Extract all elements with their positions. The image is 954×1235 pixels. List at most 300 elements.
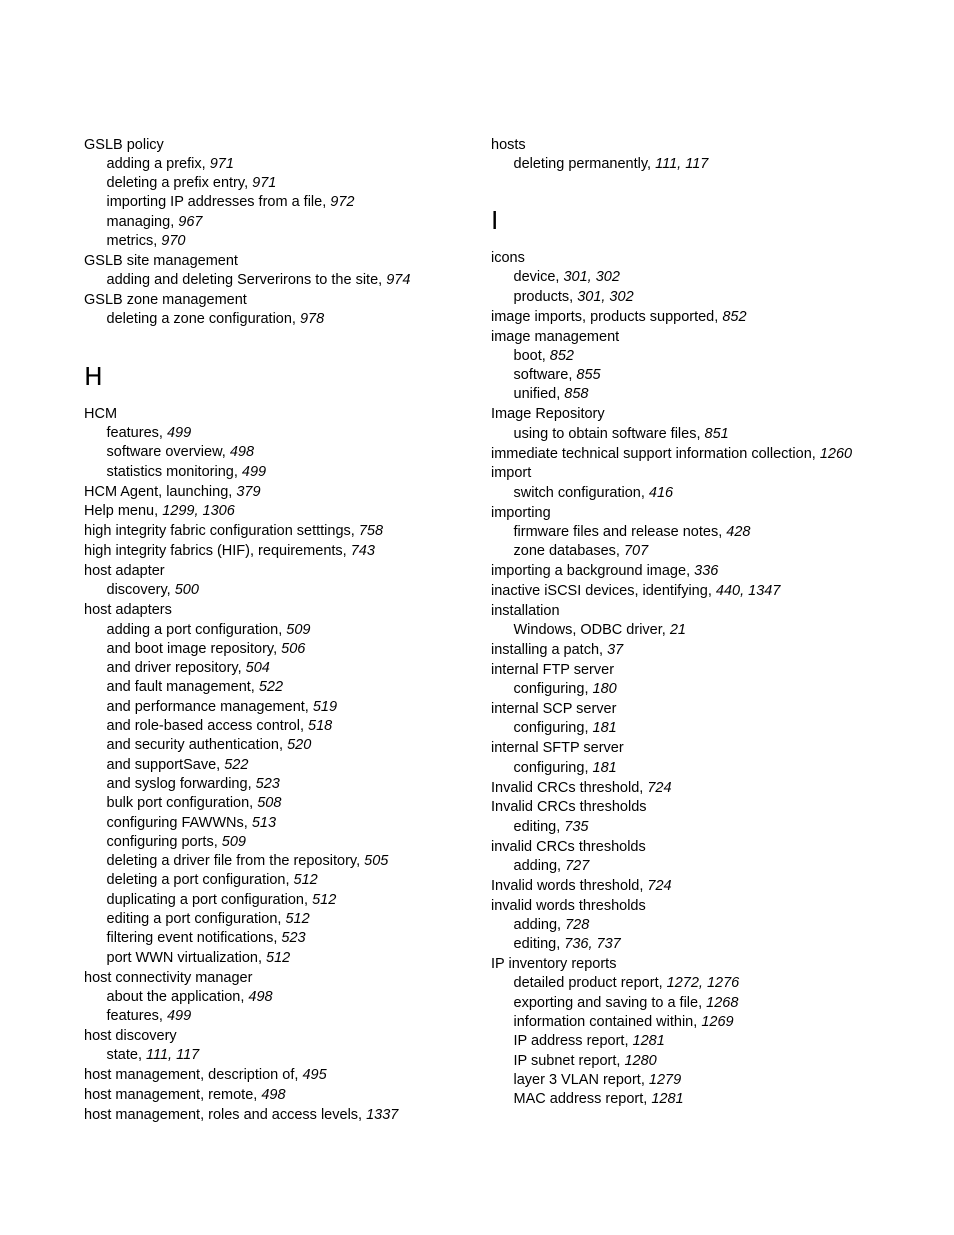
page-reference: 522 <box>258 679 284 696</box>
page-reference: 499 <box>166 1008 192 1025</box>
page-reference: 512 <box>312 891 337 908</box>
index-entry <box>491 838 911 857</box>
index-subentry <box>491 1032 911 1051</box>
index-subentry <box>84 852 474 871</box>
entry-separator: , <box>686 563 695 580</box>
entry-text: internal SFTP server <box>491 740 624 757</box>
entry-text: deleting a port configuration <box>106 872 286 889</box>
entry-separator: , <box>273 640 282 657</box>
entry-text: deleting a prefix entry <box>106 175 245 192</box>
page-reference: 724 <box>647 877 672 894</box>
index-entry <box>491 779 911 798</box>
page-reference: 428 <box>726 523 751 540</box>
entry-text: products <box>513 288 570 305</box>
entry-text: adding <box>513 916 558 933</box>
entry-text: software overview <box>106 444 222 461</box>
index-subentry <box>491 935 911 954</box>
entry-text: and driver repository <box>106 660 238 677</box>
entry-separator: , <box>639 877 648 894</box>
index-entry <box>84 483 474 502</box>
entry-separator: , <box>153 233 162 250</box>
index-entry <box>84 502 474 521</box>
page-reference: 1268 <box>706 994 739 1011</box>
entry-separator: , <box>643 1091 652 1108</box>
index-subentry <box>491 1071 911 1090</box>
page-reference: 967 <box>178 213 203 230</box>
page-reference: 736, 737 <box>564 936 621 953</box>
index-subentry <box>491 155 911 174</box>
entry-text: Help menu <box>84 503 155 520</box>
index-subentry <box>84 310 474 329</box>
page-reference: 513 <box>251 814 277 831</box>
index-subentry <box>491 916 911 935</box>
section-letter-heading: H <box>84 361 103 391</box>
index-entry <box>491 798 911 817</box>
entry-text: zone databases <box>513 543 616 560</box>
entry-text: IP inventory reports <box>491 956 617 973</box>
entry-separator: , <box>624 1033 633 1050</box>
entry-separator: , <box>358 1106 367 1123</box>
entry-separator: , <box>718 523 727 540</box>
entry-separator: , <box>299 718 309 735</box>
index-subentry <box>84 736 474 755</box>
page-reference: 728 <box>565 916 590 933</box>
entry-text: GSLB site management <box>84 252 238 269</box>
page-reference: 506 <box>281 640 306 657</box>
page-reference: 520 <box>287 737 312 754</box>
page-reference: 1260 <box>819 445 853 462</box>
page-reference: 858 <box>564 386 589 403</box>
entry-separator: , <box>707 582 716 599</box>
entry-separator: , <box>599 642 608 659</box>
index-entry <box>491 464 911 483</box>
entry-separator: , <box>285 872 294 889</box>
page-reference: 505 <box>364 853 389 870</box>
entry-text: switch configuration <box>513 484 641 501</box>
index-subentry <box>84 698 474 717</box>
entry-separator: , <box>658 975 667 992</box>
entry-separator: , <box>584 681 593 698</box>
index-subentry <box>491 268 911 287</box>
page-reference: 512 <box>266 949 291 966</box>
page-reference: 1337 <box>366 1106 399 1123</box>
index-subentry <box>84 193 474 212</box>
entry-text: image imports, products supported <box>491 308 715 325</box>
index-subentry <box>84 814 474 833</box>
entry-separator: , <box>342 543 351 560</box>
entry-separator: , <box>244 175 253 192</box>
page-reference: 727 <box>565 857 590 874</box>
page-reference: 518 <box>308 718 333 735</box>
index-subentry <box>491 523 911 542</box>
entry-text: GSLB zone management <box>84 292 247 309</box>
page-reference: 978 <box>299 311 325 328</box>
entry-text: host adapters <box>84 602 172 619</box>
index-subentry <box>84 463 474 482</box>
entry-separator: , <box>213 833 222 850</box>
entry-separator: , <box>647 155 656 172</box>
page-reference: 1299, 1306 <box>162 503 235 520</box>
page-reference: 1280 <box>624 1052 657 1069</box>
entry-text: configuring <box>513 681 585 698</box>
entry-text: adding a port configuration <box>106 621 279 638</box>
entry-separator: , <box>639 779 648 796</box>
entry-text: inactive iSCSI devices, identifying <box>491 582 708 599</box>
entry-separator: , <box>541 347 550 364</box>
entry-text: and supportSave <box>106 756 217 773</box>
index-subentry <box>84 717 474 736</box>
index-entry <box>491 955 911 974</box>
index-subentry <box>84 424 474 443</box>
entry-text: managing <box>106 213 171 230</box>
index-subentry <box>84 155 474 174</box>
index-subentry <box>84 1046 474 1065</box>
index-subentry <box>84 910 474 929</box>
index-entry <box>84 562 474 581</box>
entry-text: configuring <box>513 759 585 776</box>
entry-separator: , <box>568 367 577 384</box>
entry-text: statistics monitoring <box>106 463 234 480</box>
entry-separator: , <box>698 994 707 1011</box>
index-subentry <box>84 678 474 697</box>
entry-separator: , <box>201 155 210 172</box>
entry-text: and boot image repository <box>106 640 274 657</box>
entry-text: adding and deleting Serverirons to the site <box>106 272 379 289</box>
page-reference: 512 <box>285 911 310 928</box>
entry-text: editing a port configuration <box>106 911 278 928</box>
entry-text: discovery <box>106 582 167 599</box>
entry-text: HCM <box>84 405 118 422</box>
entry-separator: , <box>557 916 566 933</box>
entry-separator: , <box>249 795 258 812</box>
page-reference: 509 <box>221 833 246 850</box>
page-reference: 855 <box>576 367 601 384</box>
index-entry <box>84 252 474 271</box>
entry-text: internal FTP server <box>491 661 615 678</box>
entry-separator: , <box>233 463 242 480</box>
index-subentry <box>491 288 911 307</box>
entry-text: about the application <box>106 988 241 1005</box>
page-reference: 1269 <box>701 1014 734 1031</box>
entry-text: host management, description of <box>84 1067 295 1084</box>
index-entry <box>491 562 911 581</box>
entry-separator: , <box>696 425 705 442</box>
entry-text: and role-based access control <box>106 718 300 735</box>
entry-separator: , <box>291 311 300 328</box>
page-reference: 519 <box>312 698 338 715</box>
page-reference: 180 <box>592 681 617 698</box>
entry-text: adding a prefix <box>106 155 202 172</box>
page-reference: 522 <box>224 756 249 773</box>
index-subentry <box>491 385 911 404</box>
entry-text: host management, remote <box>84 1087 254 1104</box>
entry-text: importing IP addresses from a file <box>106 194 323 211</box>
page-reference: 512 <box>293 872 318 889</box>
page-reference: 707 <box>623 543 649 560</box>
index-subentry <box>84 794 474 813</box>
entry-text: state <box>106 1047 138 1064</box>
index-subentry <box>491 719 911 738</box>
index-subentry <box>84 775 474 794</box>
entry-separator: , <box>243 814 252 831</box>
entry-text: detailed product report <box>513 975 659 992</box>
index-entry <box>491 405 911 424</box>
entry-separator: , <box>615 543 624 560</box>
entry-separator: , <box>228 483 237 500</box>
page-reference: 735 <box>564 818 589 835</box>
entry-separator: , <box>158 1008 167 1025</box>
entry-separator: , <box>247 775 256 792</box>
entry-text: configuring <box>513 720 585 737</box>
index-entry <box>491 582 911 601</box>
page-reference: 37 <box>607 642 624 659</box>
index-subentry <box>84 988 474 1007</box>
entry-separator: , <box>811 445 820 462</box>
entry-separator: , <box>640 484 649 501</box>
entry-separator: , <box>294 1067 303 1084</box>
entry-text: exporting and saving to a file <box>513 994 699 1011</box>
index-entry <box>491 445 911 464</box>
page-reference: 498 <box>229 444 255 461</box>
section-letter-heading: I <box>491 206 499 236</box>
entry-text: installation <box>491 602 560 619</box>
index-entry <box>84 969 474 988</box>
entry-text: Image Repository <box>491 406 605 423</box>
page-reference: 181 <box>592 759 617 776</box>
index-subentry <box>84 659 474 678</box>
entry-text: Invalid CRCs threshold <box>491 779 640 796</box>
entry-text: editing <box>513 818 557 835</box>
entry-text: port WWN virtualization <box>106 949 258 966</box>
index-subentry <box>84 581 474 600</box>
page-reference: 181 <box>592 720 617 737</box>
page-reference: 416 <box>648 484 674 501</box>
entry-text: invalid words thresholds <box>491 897 646 914</box>
entry-text: MAC address report <box>513 1091 644 1108</box>
index-subentry <box>84 891 474 910</box>
index-entry <box>84 1086 474 1105</box>
page-reference: 301, 302 <box>563 269 620 286</box>
index-entry <box>491 328 911 347</box>
index-entry <box>491 641 911 660</box>
page-reference: 970 <box>161 233 186 250</box>
entry-separator: , <box>221 444 230 461</box>
index-entry <box>84 601 474 620</box>
page-reference: 111, 117 <box>655 155 709 172</box>
index-entry <box>491 700 911 719</box>
index-entry <box>491 308 911 327</box>
entry-text: deleting a driver file from the repository <box>106 853 357 870</box>
page-reference: 852 <box>549 347 574 364</box>
index-subentry <box>491 1090 911 1109</box>
entry-text: Windows, ODBC driver <box>513 622 662 639</box>
entry-text: host discovery <box>84 1028 177 1044</box>
page-reference: 498 <box>261 1087 286 1104</box>
entry-text: configuring ports <box>106 833 214 850</box>
index-subentry <box>491 621 911 640</box>
page-reference: 504 <box>245 660 270 677</box>
index-subentry <box>84 443 474 462</box>
entry-text: installing a patch <box>491 642 600 659</box>
entry-text: host adapter <box>84 563 165 580</box>
entry-text: icons <box>491 250 525 267</box>
entry-text: invalid CRCs thresholds <box>491 838 646 855</box>
index-subentry <box>84 271 474 290</box>
entry-separator: , <box>304 891 313 908</box>
entry-text: GSLB policy <box>84 136 164 153</box>
page-reference: 974 <box>386 272 411 289</box>
index-subentry <box>491 542 911 561</box>
entry-text: deleting permanently <box>513 155 648 172</box>
entry-text: duplicating a port configuration <box>106 891 304 908</box>
index-subentry <box>491 347 911 366</box>
entry-separator: , <box>166 582 175 599</box>
entry-text: and fault management <box>106 679 251 696</box>
entry-text: firmware files and release notes <box>513 523 719 540</box>
page-reference: 851 <box>704 425 729 442</box>
page-reference: 111, 117 <box>146 1047 200 1064</box>
entry-text: host connectivity manager <box>84 969 253 986</box>
index-entry <box>491 504 911 523</box>
index-entry <box>84 405 474 424</box>
page-reference: 1281 <box>632 1033 665 1050</box>
page-reference: 336 <box>694 563 719 580</box>
entry-text: adding <box>513 857 558 874</box>
entry-separator: , <box>250 679 259 696</box>
entry-separator: , <box>714 308 723 325</box>
page-reference: 379 <box>236 483 261 500</box>
index-entry <box>84 522 474 541</box>
entry-separator: , <box>661 622 670 639</box>
index-subentry <box>84 756 474 775</box>
index-entry <box>491 739 911 758</box>
entry-separator: , <box>253 1087 262 1104</box>
page-reference: 499 <box>166 425 192 442</box>
index-subentry <box>491 425 911 444</box>
entry-text: Invalid words threshold <box>491 877 640 894</box>
index-entry <box>491 877 911 896</box>
entry-text: layer 3 VLAN report <box>513 1071 641 1088</box>
entry-text: device <box>513 269 556 286</box>
entry-separator: , <box>273 930 282 947</box>
index-subentry <box>491 366 911 385</box>
index-subentry <box>491 680 911 699</box>
page-reference: 1279 <box>648 1071 682 1088</box>
index-entry <box>84 1027 474 1046</box>
page-reference: 21 <box>669 622 686 639</box>
index-subentry <box>491 994 911 1013</box>
entry-text: host management, roles and access levels <box>84 1106 359 1123</box>
index-subentry <box>84 833 474 852</box>
entry-separator: , <box>557 857 566 874</box>
entry-text: editing <box>513 936 557 953</box>
index-subentry <box>84 621 474 640</box>
index-subentry <box>491 857 911 876</box>
entry-separator: , <box>556 386 565 403</box>
entry-text: information contained within <box>513 1014 694 1031</box>
entry-separator: , <box>356 853 365 870</box>
index-subentry <box>491 818 911 837</box>
index-entry <box>84 291 474 310</box>
entry-text: software <box>513 367 569 384</box>
page-reference: 499 <box>241 463 267 480</box>
entry-separator: , <box>257 949 267 966</box>
entry-text: filtering event notifications <box>106 930 274 947</box>
entry-text: and syslog forwarding <box>106 775 248 792</box>
entry-text: unified <box>513 386 557 403</box>
index-subentry <box>84 871 474 890</box>
page-reference: 1281 <box>651 1091 684 1108</box>
entry-text: deleting a zone configuration <box>106 311 292 328</box>
entry-separator: , <box>278 621 287 638</box>
page-reference: 1272, 1276 <box>666 975 740 992</box>
entry-separator: , <box>584 759 593 776</box>
index-subentry <box>84 640 474 659</box>
entry-separator: , <box>378 272 387 289</box>
index-entry <box>491 661 911 680</box>
entry-text: and performance management <box>106 698 305 715</box>
page-reference: 972 <box>330 194 355 211</box>
page-reference: 724 <box>647 779 672 796</box>
entry-separator: , <box>137 1047 146 1064</box>
entry-text: HCM Agent, launching <box>84 483 229 500</box>
entry-separator: , <box>277 911 286 928</box>
entry-separator: , <box>279 737 288 754</box>
page-reference: 971 <box>252 175 277 192</box>
index-column-right <box>491 135 911 1110</box>
entry-text: immediate technical support information collection <box>491 445 812 462</box>
entry-text: import <box>491 465 532 482</box>
index-entry <box>491 602 911 621</box>
entry-separator: , <box>556 936 565 953</box>
entry-separator: , <box>240 988 249 1005</box>
entry-text: and security authentication <box>106 737 279 754</box>
index-column-left <box>84 135 474 1125</box>
entry-separator: , <box>640 1071 649 1088</box>
entry-text: importing a background image <box>491 563 687 580</box>
page-reference: 495 <box>302 1067 327 1084</box>
index-subentry <box>84 213 474 232</box>
index-subentry <box>491 1052 911 1071</box>
entry-text: features <box>106 1008 159 1025</box>
index-subentry <box>491 1013 911 1032</box>
page-reference: 498 <box>248 988 273 1005</box>
page-reference: 743 <box>350 543 375 560</box>
entry-separator: , <box>555 269 564 286</box>
entry-text: internal SCP server <box>491 701 617 718</box>
entry-separator: , <box>158 425 167 442</box>
page-reference: 440, 1347 <box>715 582 781 599</box>
index-subentry <box>84 232 474 251</box>
index-entry <box>84 136 474 155</box>
page-reference: 508 <box>257 795 282 812</box>
entry-text: image management <box>491 328 620 345</box>
entry-separator: , <box>322 194 331 211</box>
entry-separator: , <box>569 288 578 305</box>
entry-separator: , <box>170 213 179 230</box>
entry-separator: , <box>350 523 359 540</box>
entry-text: features <box>106 425 159 442</box>
index-subentry <box>84 949 474 968</box>
entry-text: boot <box>513 347 542 364</box>
page-reference: 523 <box>281 930 306 947</box>
page-reference: 852 <box>722 308 747 325</box>
entry-text: Invalid CRCs thresholds <box>491 799 647 816</box>
entry-separator: , <box>237 660 246 677</box>
entry-text: high integrity fabrics (HIF), requirements <box>84 543 343 560</box>
entry-separator: , <box>216 756 225 773</box>
index-subentry <box>491 974 911 993</box>
